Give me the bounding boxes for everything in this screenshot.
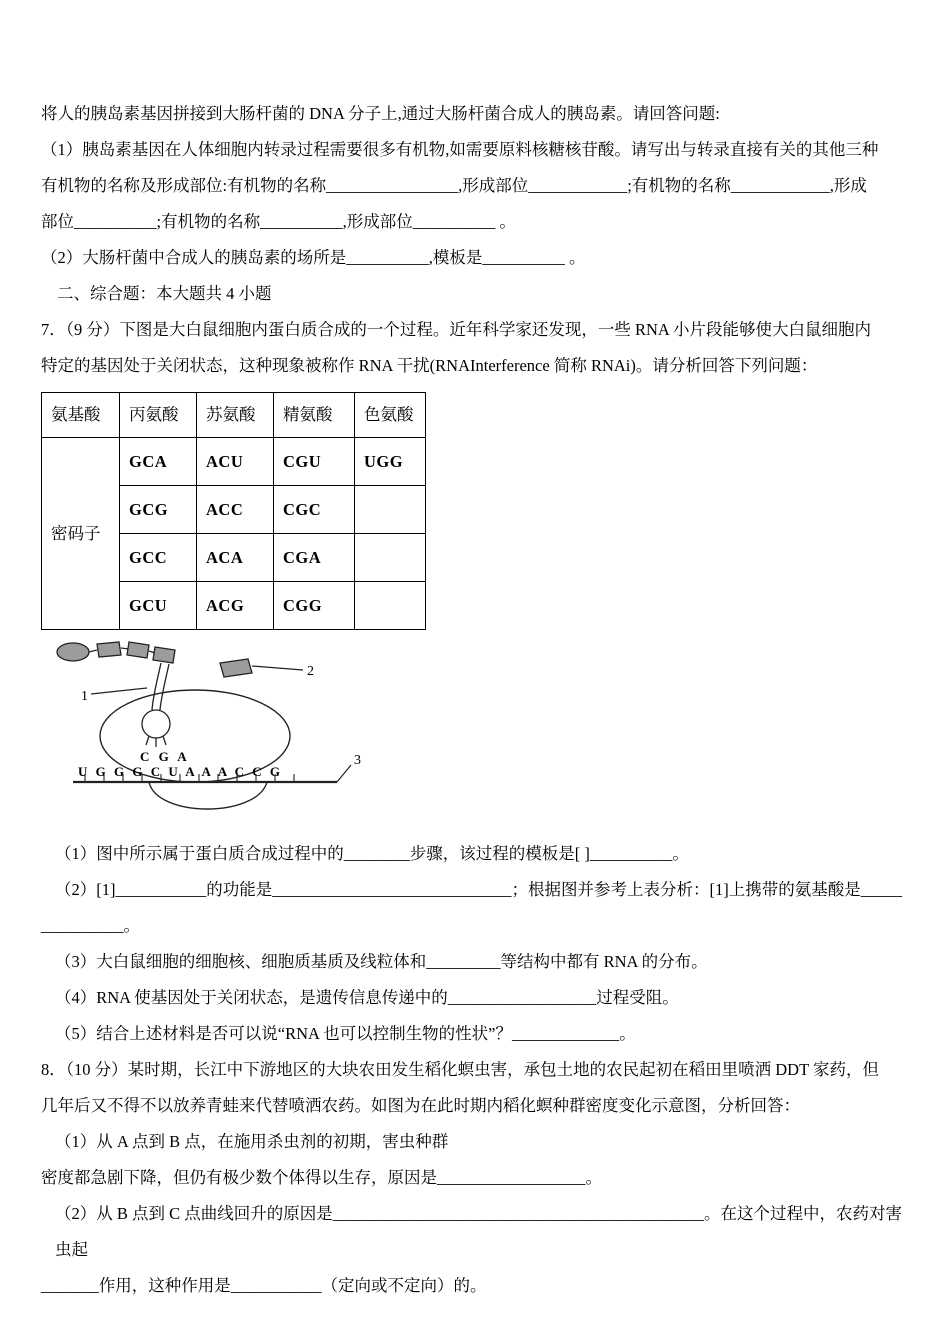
text-line: （1）胰岛素基因在人体细胞内转录过程需要很多有机物,如需要原料核糖核苷酸。请写出与转录直接有关的其他三种: [41, 140, 879, 159]
question-7-sub: __________。: [41, 916, 140, 935]
diagram-label-3: 3: [354, 753, 361, 768]
table-cell: CGC: [274, 486, 355, 534]
table-cell: ACU: [197, 438, 274, 486]
text-line: 将人的胰岛素基因拼接到大肠杆菌的 DNA 分子上,通过大肠杆菌合成人的胰岛素。请回答问题:: [41, 104, 720, 123]
table-cell: [355, 582, 426, 630]
table-row: [42, 393, 426, 438]
question-8-sub: _______作用，这种作用是___________（定向或不定向）的。: [41, 1276, 487, 1295]
diagram-protein-synthesis: [45, 636, 906, 834]
table-cell: GCG: [120, 486, 197, 534]
question-7-sub: （1）图中所示属于蛋白质合成过程中的________步骤，该过程的模板是[ ]__________。: [55, 844, 689, 863]
table-cell: CGG: [274, 582, 355, 630]
section-header: 二、综合题：本大题共 4 小题: [57, 284, 272, 303]
question-8-sub: （1）从 A 点到 B 点，在施用杀虫剂的初期，害虫种群: [55, 1132, 449, 1151]
question-7-sub: （2）[1]___________的功能是_____________________________；根据图并参考上表分析：[1]上携带的氨基酸是_____: [55, 880, 902, 899]
question-7-sub: （5）结合上述材料是否可以说“RNA 也可以控制生物的性状”？_____________。: [55, 1024, 636, 1043]
table-header-cell: 丙氨酸: [120, 393, 197, 438]
ribosome-small-subunit: [149, 782, 267, 809]
table-cell: CGA: [274, 534, 355, 582]
question-8-stem: 几年后又不得不以放养青蛙来代替喷洒农药。如图为在此时期内稻化螟种群密度变化示意图，分析回答：: [41, 1096, 800, 1115]
table-cell: ACG: [197, 582, 274, 630]
label-1-pointer: [91, 688, 147, 694]
table-cell: [355, 486, 426, 534]
table-cell: ACA: [197, 534, 274, 582]
table-header-cell: 精氨酸: [274, 393, 355, 438]
table-cell: CGU: [274, 438, 355, 486]
question-7-sub: （4）RNA 使基因处于关闭状态，是遗传信息传递中的__________________过程受阻。: [55, 988, 679, 1007]
table-cell: GCC: [120, 534, 197, 582]
polypeptide-chain: [57, 642, 175, 663]
table-cell: UGG: [355, 438, 426, 486]
question-7-sub: （3）大白鼠细胞的细胞核、细胞质基质及线粒体和_________等结构中都有 RNA 的分布。: [55, 952, 708, 971]
codon-table: [41, 392, 426, 630]
table-header-cell: 氨基酸: [42, 393, 120, 438]
question-8-stem: 8．（10 分）某时期，长江中下游地区的大块农田发生稻化螟虫害，承包土地的农民起初在稻田里喷洒 DDT 家药，但: [41, 1060, 879, 1079]
question-8-sub: （2）从 B 点到 C 点曲线回升的原因是_____________________________________________。在这个过程中，农药对害虫起: [55, 1204, 903, 1259]
table-cell: [355, 534, 426, 582]
question-7-stem: 7．（9 分）下图是大白鼠细胞内蛋白质合成的一个过程。近年科学家还发现，一些 RNA 小片段能够使大白鼠细胞内: [41, 320, 872, 339]
amino-acid-icon: [220, 659, 303, 677]
diagram-svg: [45, 636, 465, 832]
label-3-pointer: [337, 765, 351, 782]
mrna-letters: U G G G C U A A A C C G: [78, 764, 283, 779]
diagram-label-2: 2: [307, 664, 314, 679]
text-line: 有机物的名称及形成部位:有机物的名称________________,形成部位____________;有机物的名称____________,形成: [41, 176, 867, 195]
text-line: （2）大肠杆菌中合成人的胰岛素的场所是__________,模板是__________ 。: [41, 248, 586, 267]
question-7-stem: 特定的基因处于关闭状态，这种现象被称作 RNA 干扰(RNAInterference 简称 RNAi)。请分析回答下列问题：: [41, 356, 818, 375]
table-rowspan-label: 密码子: [42, 438, 120, 630]
table-row: [42, 438, 426, 486]
trna-icon: [142, 663, 170, 747]
question-8-sub: 密度都急剧下降，但仍有极少数个体得以生存，原因是__________________。: [41, 1168, 602, 1187]
anticodon-letters: C G A: [140, 749, 190, 764]
text-line: 部位__________;有机物的名称__________,形成部位__________ 。: [41, 212, 516, 231]
diagram-label-1: 1: [81, 689, 88, 704]
table-header-cell: 苏氨酸: [197, 393, 274, 438]
table-cell: GCU: [120, 582, 197, 630]
table-cell: ACC: [197, 486, 274, 534]
table-header-cell: 色氨酸: [355, 393, 426, 438]
table-cell: GCA: [120, 438, 197, 486]
